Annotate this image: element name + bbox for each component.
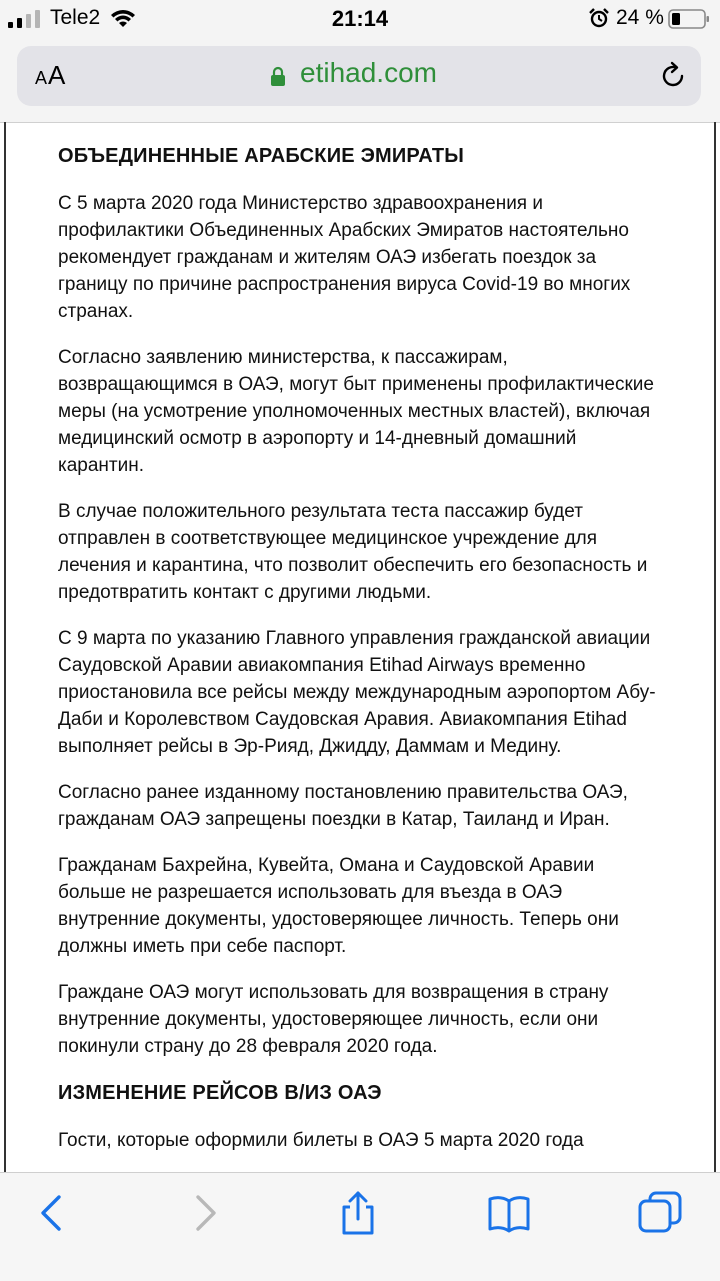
- clock: 21:14: [331, 6, 389, 31]
- tabs-button[interactable]: [638, 1191, 682, 1235]
- bookmarks-button[interactable]: [487, 1191, 531, 1235]
- back-icon: [31, 1191, 75, 1235]
- forward-icon: [182, 1191, 226, 1235]
- reload-icon[interactable]: [658, 61, 688, 91]
- section-heading-flights: ИЗМЕНЕНИЕ РЕЙСОВ В/ИЗ ОАЭ: [58, 1082, 382, 1104]
- bottom-toolbar: [0, 1172, 720, 1281]
- carrier-name: Tele2: [50, 6, 101, 29]
- paragraph: В случае положительного результата теста пассажир будет отправлен в соответствующее медицинское учреждение для лечения и карантина, что позволит обеспечить его безопасность и предотвратить контакт с другими людьми.: [58, 501, 648, 603]
- section-heading-uae: ОБЪЕДИНЕННЫЕ АРАБСКИЕ ЭМИРАТЫ: [58, 145, 465, 167]
- lock-icon: [270, 66, 286, 86]
- text-size-button[interactable]: AA: [35, 60, 67, 90]
- paragraph: Гражданам Бахрейна, Кувейта, Омана и Саудовской Аравии больше не разрешается использовать для въезда в ОАЭ внутренние документы, удостоверяющее личность. Теперь они должны иметь при себе паспорт.: [58, 855, 619, 957]
- paragraph: С 5 марта 2020 года Министерство здравоохранения и профилактики Объединенных Арабских Эмиратов настоятельно рекомендует гражданам и жителям ОАЭ избегать поездок за границу по причине распространения вируса Covid-19 во многих странах.: [58, 193, 631, 322]
- article: [58, 142, 658, 1172]
- forward-button[interactable]: [182, 1191, 226, 1235]
- battery-icon: [668, 9, 710, 29]
- tabs-icon: [638, 1191, 682, 1235]
- battery-percentage: 24 %: [616, 6, 664, 29]
- url-text[interactable]: etihad.com: [300, 57, 437, 88]
- alarm-icon: [589, 8, 609, 28]
- share-icon: [336, 1191, 380, 1235]
- paragraph: Граждане ОАЭ могут использовать для возвращения в страну внутренние документы, удостоверяющее личность, если они покинули страну до 28 февраля 2020 года.: [58, 982, 609, 1057]
- paragraph: С 9 марта по указанию Главного управления гражданской авиации Саудовской Аравии авиакомпания Etihad Airways временно приостановила все рейсы между международным аэропортом Абу-Даби и Королевством Саудовская Аравия. Авиакомпания Etihad выполняет рейсы в Эр-Рияд, Джидду, Даммам и Медину.: [58, 628, 656, 757]
- address-bar[interactable]: [17, 46, 701, 106]
- web-content[interactable]: [0, 122, 720, 1172]
- paragraph: Согласно ранее изданному постановлению правительства ОАЭ, гражданам ОАЭ запрещены поездки в Катар, Таиланд и Иран.: [58, 782, 628, 830]
- back-button[interactable]: [31, 1191, 75, 1235]
- share-button[interactable]: [336, 1191, 380, 1235]
- paragraph: Согласно заявлению министерства, к пассажирам, возвращающимся в ОАЭ, могут быт применены профилактические меры (на усмотрение уполномоченных местных властей), включая медицинский осмотр в аэропорту и 14-дневный домашний карантин.: [58, 347, 654, 476]
- browser-address-area: [0, 40, 720, 123]
- paragraph-partial: Гости, которые оформили билеты в ОАЭ 5 марта 2020 года: [58, 1130, 584, 1151]
- status-bar: [0, 0, 720, 40]
- bookmarks-icon: [487, 1191, 531, 1235]
